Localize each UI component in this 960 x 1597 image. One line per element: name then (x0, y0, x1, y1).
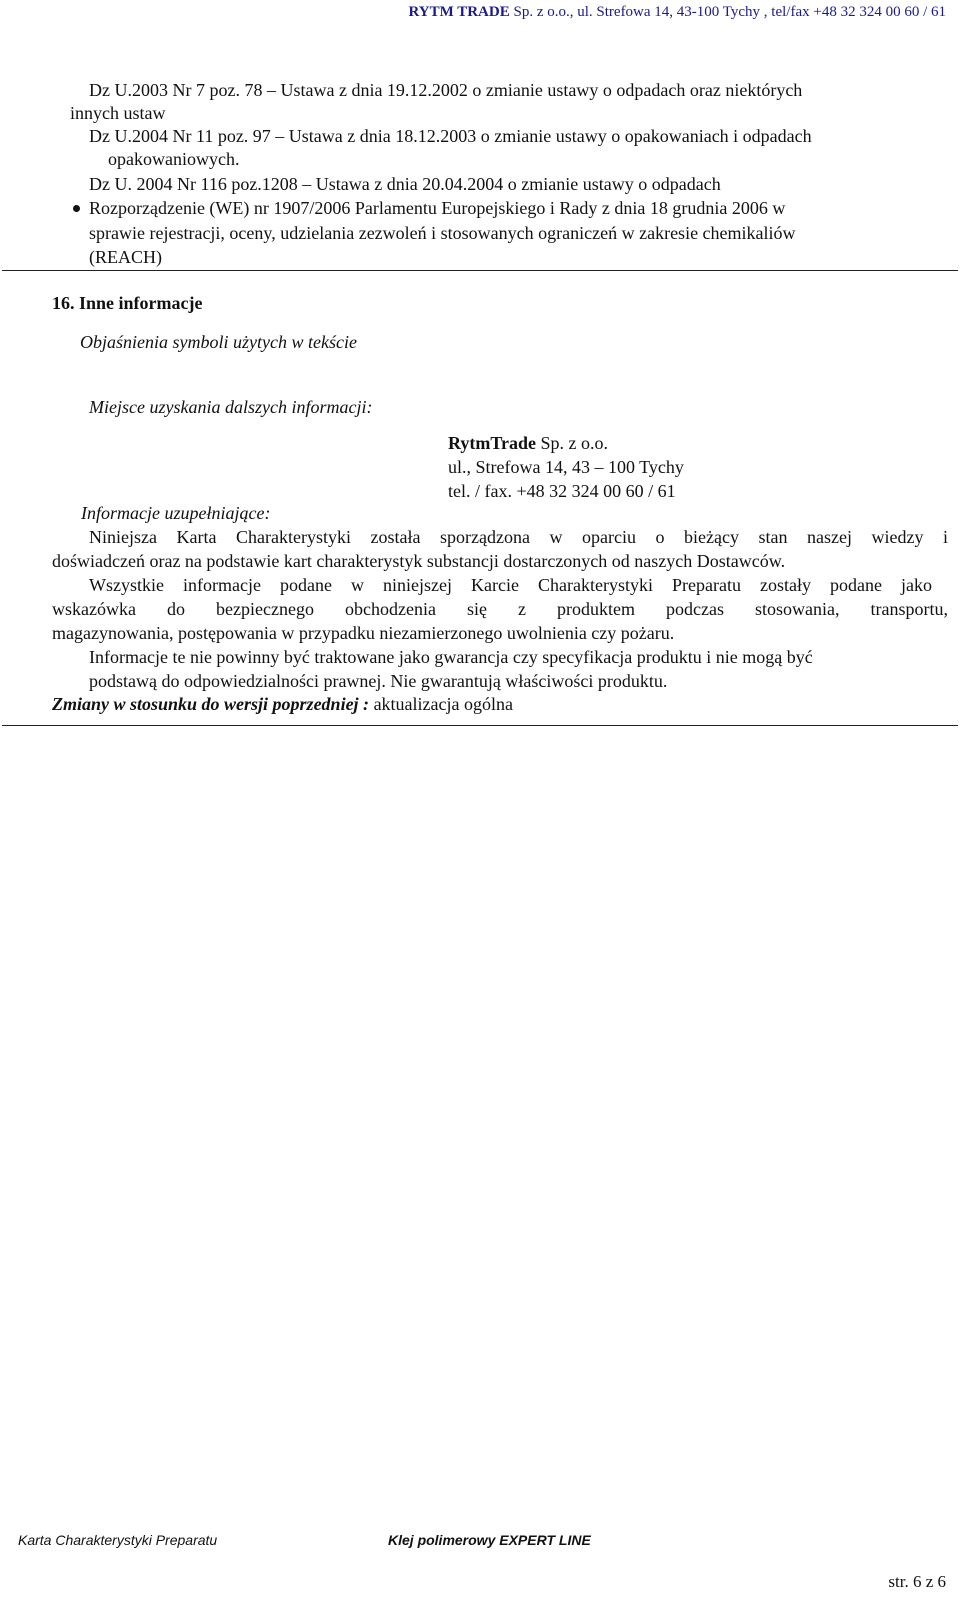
legal-ref-line-3: Dz U. 2004 Nr 116 poz.1208 – Ustawa z dnia 20.04.2004 o zmianie ustawy o odpadach (89, 174, 721, 194)
legal-ref-line-1: Dz U.2003 Nr 7 poz. 78 – Ustawa z dnia 19.12.2002 o zmianie ustawy o odpadach oraz niektórych (89, 80, 803, 100)
para3-line-2: podstawą do odpowiedzialności prawnej. Nie gwarantują właściwości produktu. (89, 671, 668, 691)
further-info-label: Miejsce uzyskania dalszych informacji: (89, 397, 373, 417)
company-phone-fax: tel. / fax. +48 32 324 00 60 / 61 (448, 481, 676, 501)
changes-label: Zmiany w stosunku do wersji poprzedniej : (52, 694, 370, 714)
footer-product-name: Klej polimerowy EXPERT LINE (388, 1532, 591, 1548)
section-divider-top (2, 270, 958, 271)
para1-line-1: Niniejsza Karta Charakterystyki została sporządzona w oparciu o bieżący stan naszej wiedzy i (89, 527, 948, 547)
section-divider-bottom (2, 725, 958, 726)
para3-line-1: Informacje te nie powinny być traktowane jako gwarancja czy specyfikacja produktu i nie mogą być (89, 647, 813, 667)
header-company-details: Sp. z o.o., ul. Strefowa 14, 43-100 Tychy , tel/fax +48 32 324 00 60 / 61 (509, 4, 946, 20)
legal-ref-line-1-continued: innych ustaw (70, 103, 166, 123)
reach-bullet-line-3: (REACH) (89, 247, 162, 267)
header-company-name: RYTM TRADE (408, 4, 510, 20)
para2-line-3: magazynowania, postępowania w przypadku niezamierzonego uwolnienia czy pożaru. (52, 623, 675, 643)
supplementary-info-label: Informacje uzupełniające: (81, 503, 271, 523)
company-name-bold: RytmTrade (448, 433, 537, 453)
reach-bullet-line-1: Rozporządzenie (WE) nr 1907/2006 Parlamentu Europejskiego i Rady z dnia 18 grudnia 2006 w (89, 198, 786, 218)
page-header (408, 4, 946, 21)
company-street: ul., Strefowa 14, 43 – 100 Tychy (448, 457, 684, 477)
para2-line-2: wskazówka do bezpiecznego obchodzenia się z produktem podczas stosowania, transportu, (52, 599, 948, 619)
reach-bullet-line-2: sprawie rejestracji, oceny, udzielania zezwoleń i stosowanych ograniczeń w zakresie chemikaliów (89, 223, 796, 243)
changes-line (52, 692, 513, 716)
para1-line-2: doświadczeń oraz na podstawie kart charakterystyk substancji dostarczonych od naszych Dostawców. (52, 551, 786, 571)
symbols-explanation-label: Objaśnienia symboli użytych w tekście (80, 332, 357, 352)
page-number: str. 6 z 6 (888, 1572, 946, 1591)
bullet-icon (73, 205, 80, 212)
changes-value: aktualizacja ogólna (369, 694, 513, 714)
legal-ref-line-2-continued: opakowaniowych. (108, 149, 240, 169)
para2-line-1: Wszystkie informacje podane w niniejszej Karcie Charakterystyki Preparatu zostały podane jako (89, 575, 932, 595)
company-name-suffix: Sp. z o.o. (536, 433, 609, 453)
footer-document-type: Karta Charakterystyki Preparatu (18, 1532, 218, 1548)
company-name (448, 431, 608, 455)
section-16-heading: 16. Inne informacje (52, 293, 203, 313)
legal-ref-line-2: Dz U.2004 Nr 11 poz. 97 – Ustawa z dnia 18.12.2003 o zmianie ustawy o opakowaniach i odpadach (89, 126, 812, 146)
